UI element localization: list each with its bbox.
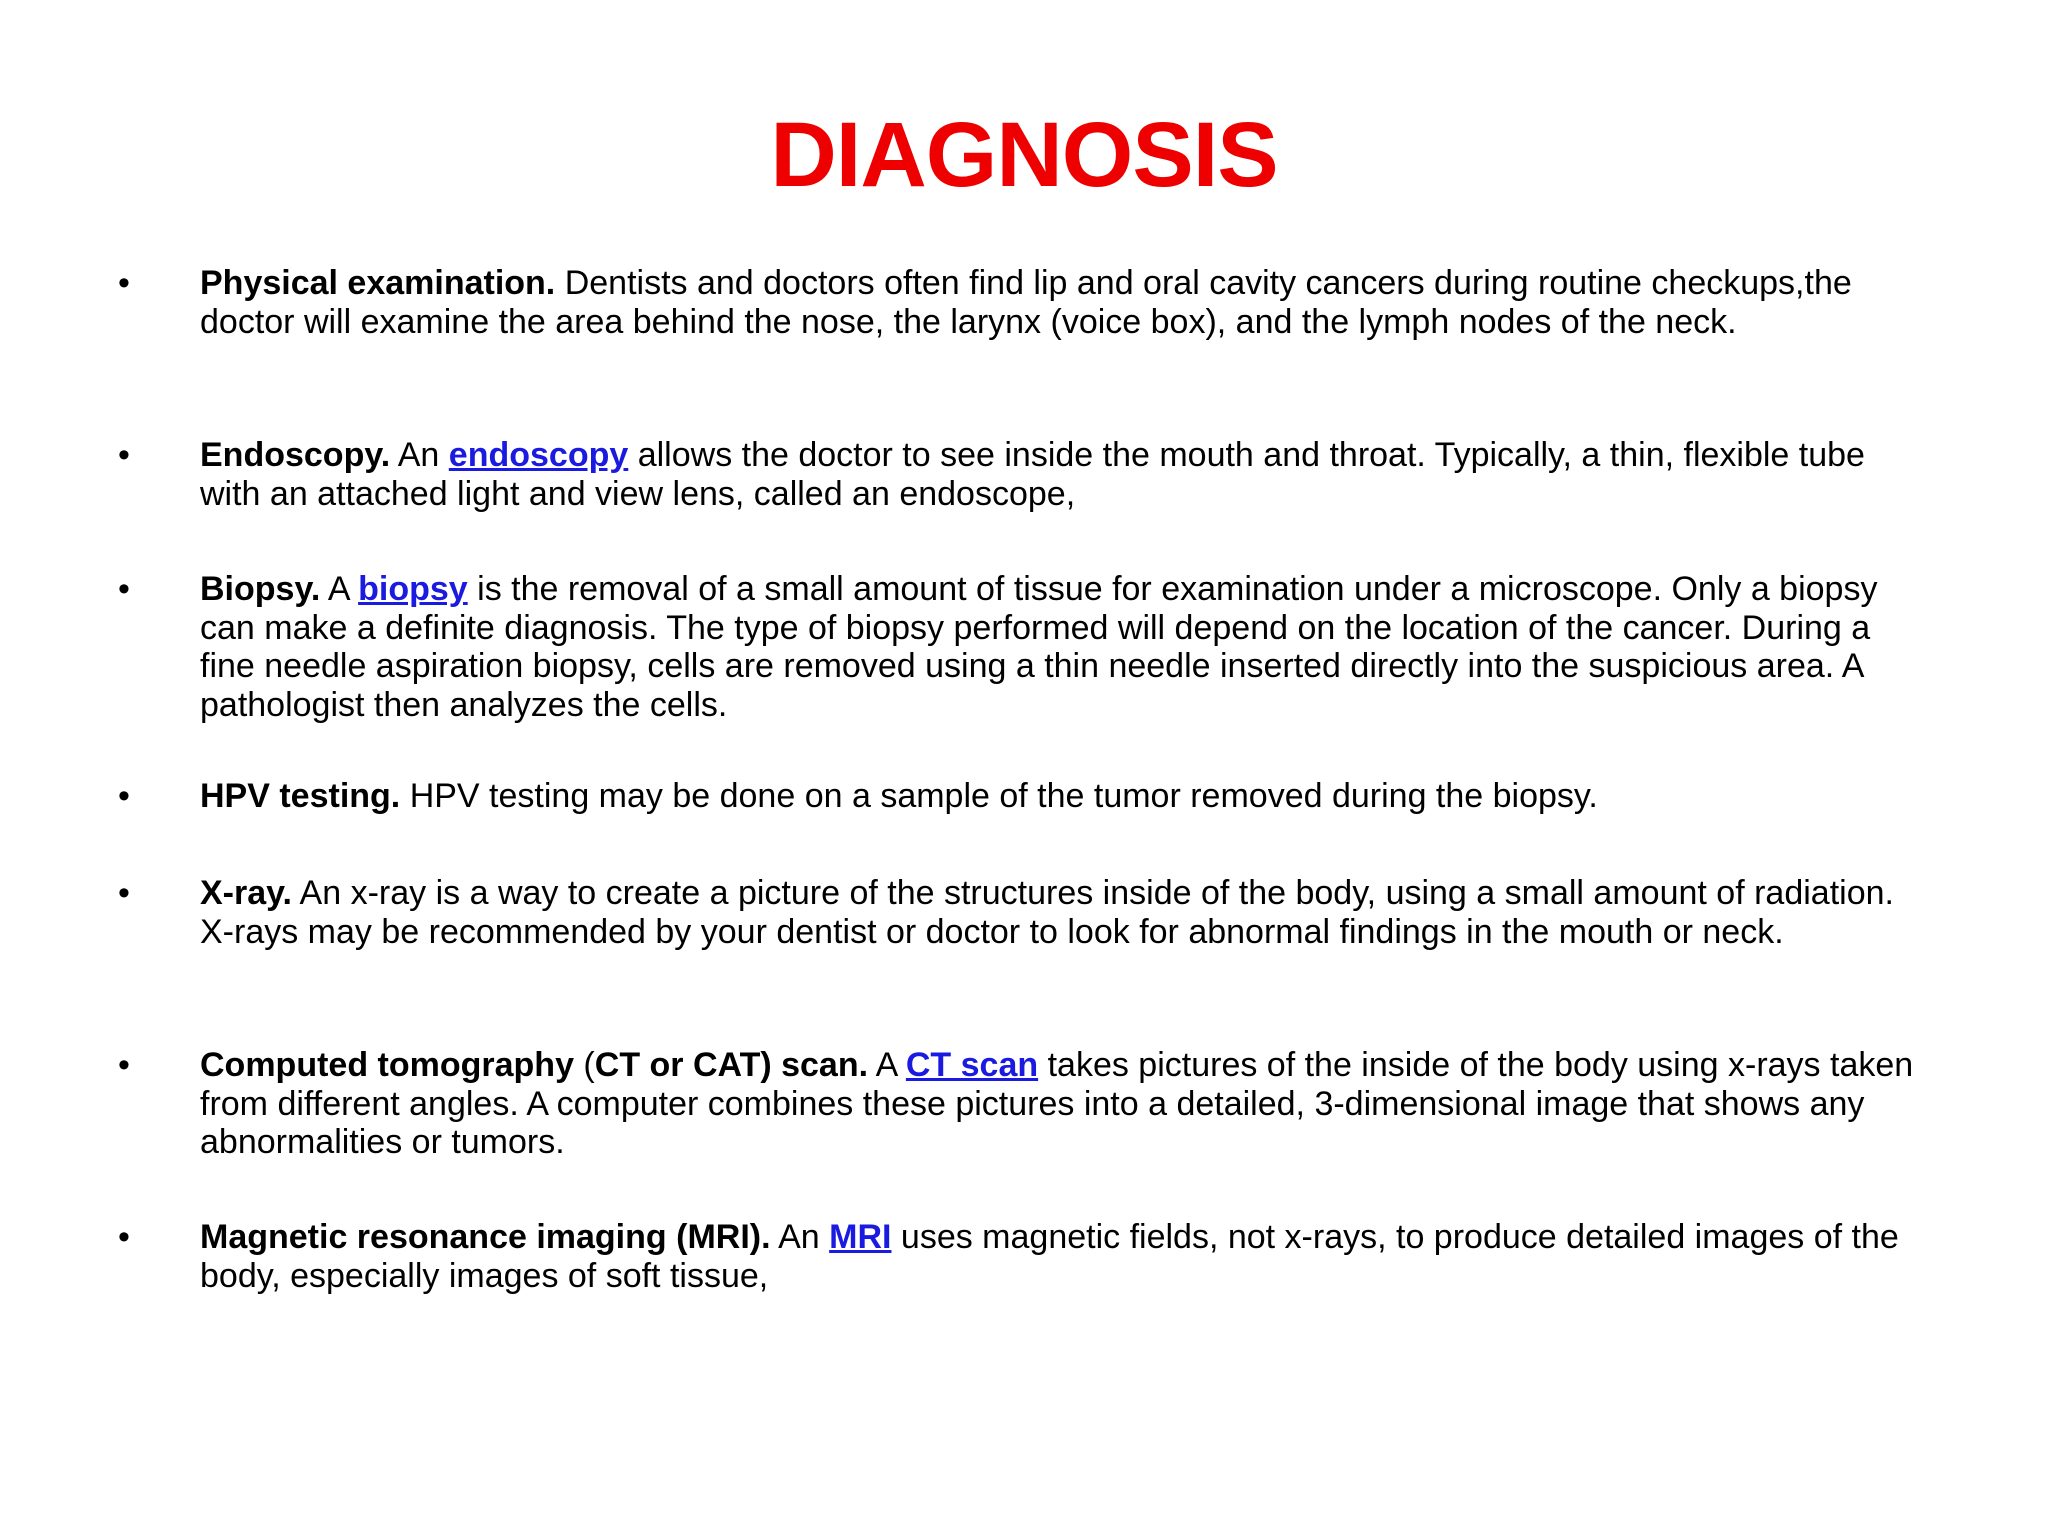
item-description-pre: A bbox=[868, 1046, 906, 1084]
bullet-icon: • bbox=[118, 777, 130, 815]
ct-scan-link[interactable]: CT scan bbox=[905, 1046, 1039, 1084]
mri-link[interactable]: MRI bbox=[829, 1218, 892, 1256]
item-term: Magnetic resonance imaging (MRI). bbox=[200, 1218, 771, 1256]
bullet-icon: • bbox=[118, 436, 130, 474]
item-text bbox=[200, 436, 1930, 513]
item-description: uses magnetic fields, not x-rays, to produce detailed images of the body, especially images of soft tissue, bbox=[200, 1218, 1899, 1295]
bullet-icon: • bbox=[118, 874, 130, 912]
item-term: Physical examination. bbox=[200, 264, 556, 302]
item-text bbox=[200, 1218, 1930, 1295]
item-term: Biopsy. bbox=[200, 570, 321, 608]
biopsy-link[interactable]: biopsy bbox=[358, 570, 468, 608]
item-term: Computed tomography bbox=[200, 1046, 574, 1084]
item-term: Endoscopy. bbox=[200, 436, 391, 474]
item-text bbox=[200, 264, 1930, 341]
item-description-pre: A bbox=[320, 570, 359, 608]
item-text bbox=[200, 1046, 1930, 1162]
item-description-pre: An bbox=[770, 1218, 830, 1256]
bullet-icon: • bbox=[118, 570, 130, 608]
item-text bbox=[200, 570, 1930, 724]
slide-title: DIAGNOSIS bbox=[770, 104, 1278, 206]
bullet-icon: • bbox=[118, 264, 130, 302]
item-text bbox=[200, 874, 1930, 951]
item-term-cont: CT or CAT) scan. bbox=[594, 1046, 869, 1084]
item-description: Dentists and doctors often find lip and oral cavity cancers during routine checkups,the doctor will examine the area behind the nose, the larynx (voice box), and the lymph nodes of the neck. bbox=[200, 264, 1852, 341]
item-description: An x-ray is a way to create a picture of the structures inside of the body, using a small amount of radiation. X-rays may be recommended by your dentist or doctor to look for abnormal findings in the mouth or neck. bbox=[200, 874, 1894, 951]
item-term: X-ray. bbox=[200, 874, 292, 912]
item-description: is the removal of a small amount of tissue for examination under a microscope. Only a biopsy can make a definite diagnosis. The type of biopsy performed will depend on the location of the cancer. During a fine needle aspiration biopsy, cells are removed using a thin needle inserted directly into the suspicious area. A pathologist then analyzes the cells. bbox=[200, 570, 1878, 724]
endoscopy-link[interactable]: endoscopy bbox=[448, 436, 629, 474]
bullet-icon: • bbox=[118, 1046, 130, 1084]
item-description: HPV testing may be done on a sample of the tumor removed during the biopsy. bbox=[400, 777, 1598, 815]
item-term-paren: ( bbox=[573, 1046, 595, 1084]
item-description: allows the doctor to see inside the mouth and throat. Typically, a thin, flexible tube with an attached light and view lens, called an endoscope, bbox=[200, 436, 1865, 513]
item-term: HPV testing. bbox=[200, 777, 401, 815]
item-text bbox=[200, 777, 1930, 816]
bullet-icon: • bbox=[118, 1218, 130, 1256]
item-description-pre: An bbox=[390, 436, 449, 474]
item-description: takes pictures of the inside of the body using x-rays taken from different angles. A computer combines these pictures into a detailed, 3-dimensional image that shows any abnormalities or tumors. bbox=[200, 1046, 1914, 1161]
